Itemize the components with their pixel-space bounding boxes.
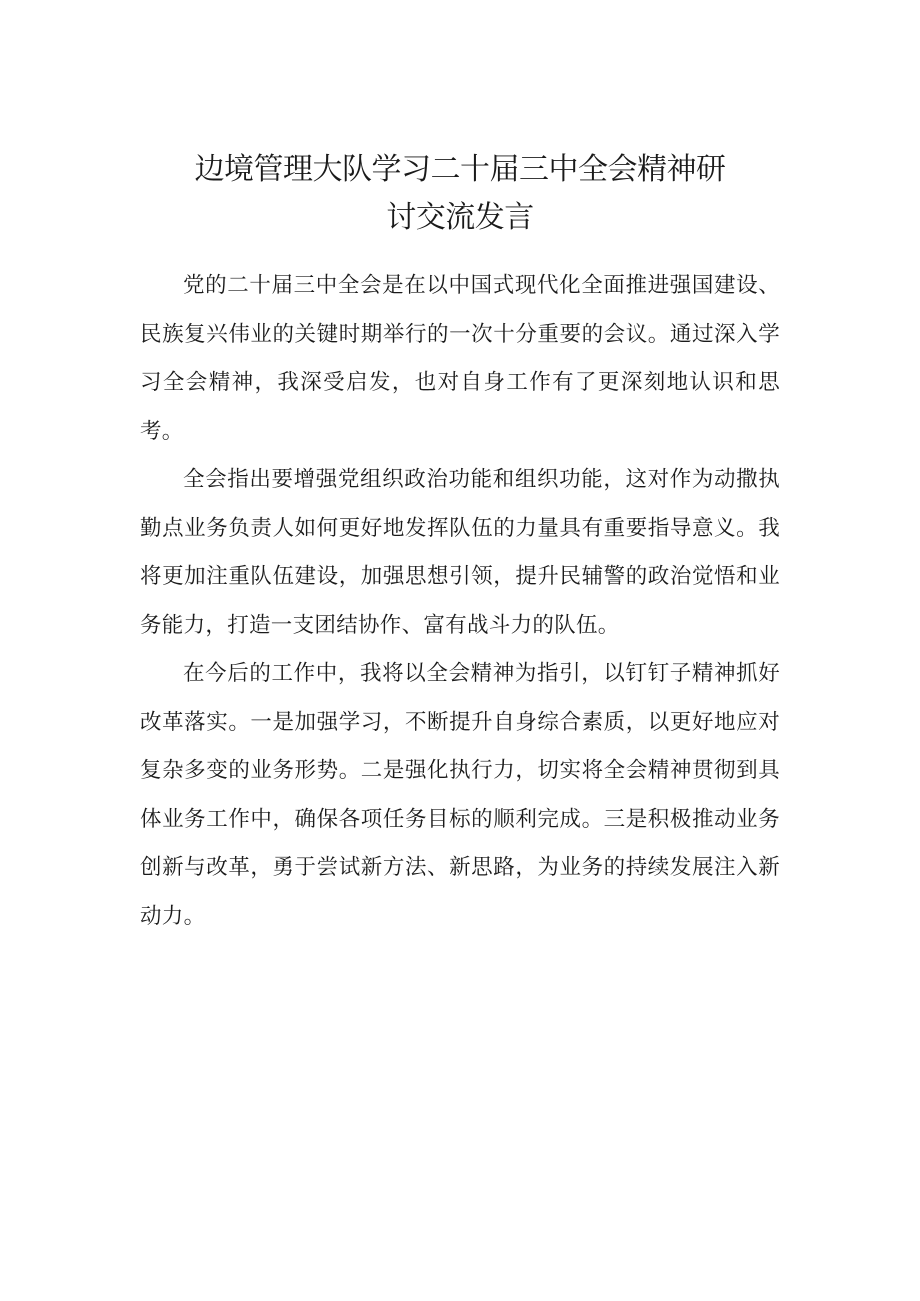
paragraph-1: 党的二十届三中全会是在以中国式现代化全面推进强国建设、民族复兴伟业的关键时期举行的一次十分重要的会议。通过深入学习全会精神，我深受启发，也对自身工作有了更深刻地认识和思考。	[140, 273, 780, 444]
paragraph-3: 在今后的工作中，我将以全会精神为指引，以钉钉子精神抓好改革落实。一是加强学习，不断提升自身综合素质，以更好地应对复杂多变的业务形势。二是强化执行力，切实将全会精神贯彻到具体业务工作中，确保各项任务目标的顺利完成。三是积极推动业务创新与改革，勇于尝试新方法、新思路，为业务的持续发展注入新动力。	[140, 661, 780, 929]
paragraph-2: 全会指出要增强党组织政治功能和组织功能，这对作为动撒执勤点业务负责人如何更好地发挥队伍的力量具有重要指导意义。我将更加注重队伍建设，加强思想引领，提升民辅警的政治觉悟和业务能力，打造一支团结协作、富有战斗力的队伍。	[140, 467, 780, 638]
title-line-1: 边境管理大队学习二十届三中全会精神研	[194, 152, 726, 187]
title-line-2: 讨交流发言	[386, 200, 534, 235]
document-title	[140, 146, 780, 242]
document-body	[140, 262, 780, 941]
